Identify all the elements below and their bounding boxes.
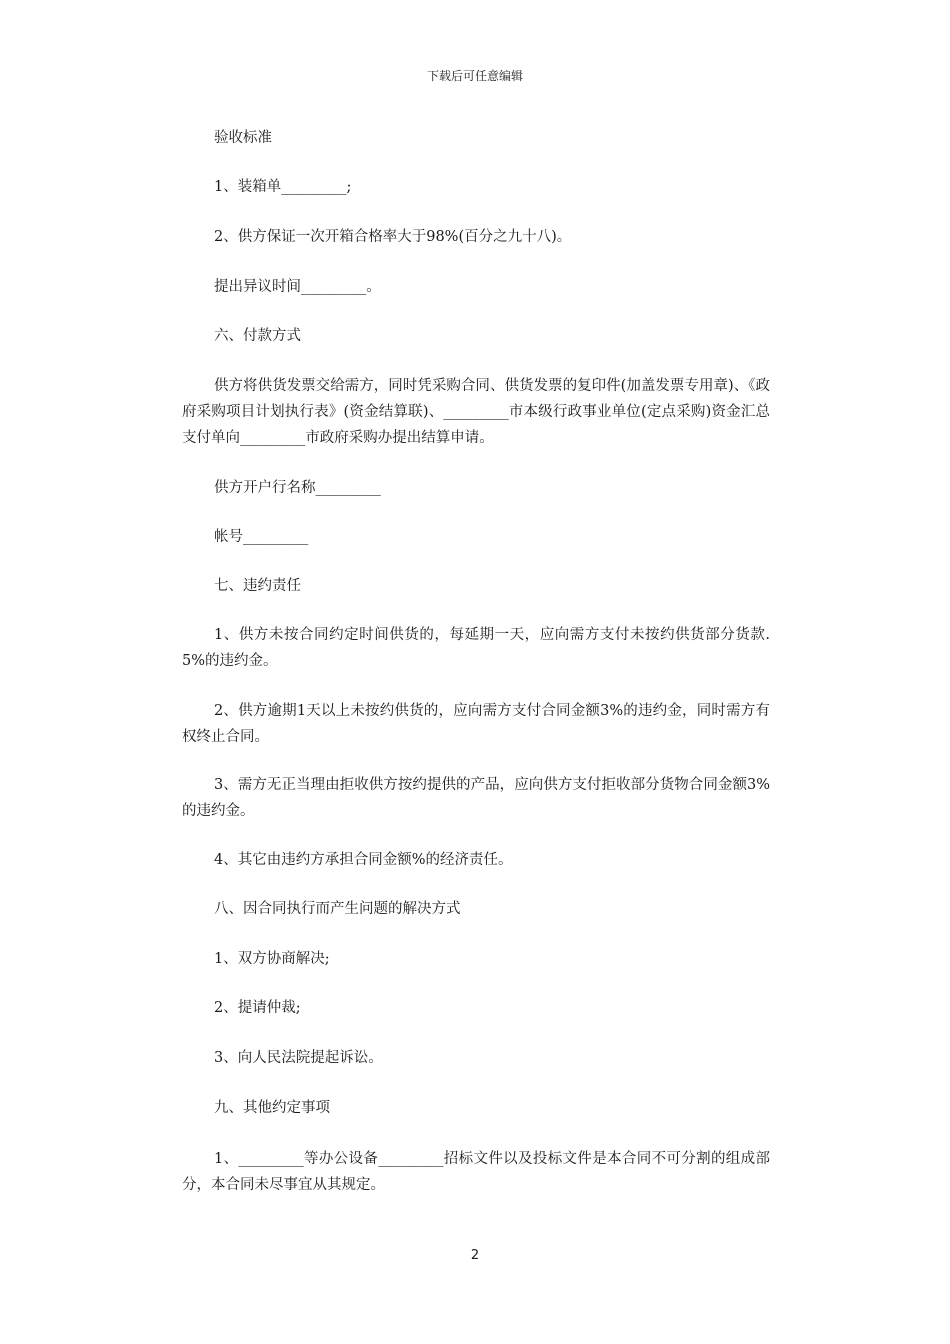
paragraph-dispute-2: 2、提请仲裁; — [214, 1000, 301, 1016]
section-heading-payment: 六、付款方式 — [214, 328, 301, 344]
paragraph-objection-time: 提出异议时间_________。 — [214, 279, 381, 295]
section-heading-other: 九、其他约定事项 — [214, 1100, 330, 1116]
paragraph-payment-terms: 供方将供货发票交给需方，同时凭采购合同、供货发票的复印件(加盖发票专用章)、《政府采购项目计划执行表》(资金结算联)、_________市本级行政事业单位(定点采购)资金汇总支付单向_________市政府采购办提出结算申请。 — [182, 378, 770, 446]
paragraph-liability-4: 4、其它由违约方承担合同金额%的经济责任。 — [214, 852, 513, 868]
page-header: 下载后可任意编辑 — [426, 69, 523, 83]
paragraph-liability-3: 3、需方无正当理由拒收供方按约提供的产品，应向供方支付拒收部分货物合同金额3%的违约金。 — [182, 777, 770, 819]
paragraph-packing-list: 1、装箱单_________; — [214, 179, 352, 195]
paragraph-liability-2: 2、供方逾期1天以上未按约供货的，应向需方支付合同金额3%的违约金，同时需方有权终止合同。 — [182, 703, 770, 745]
paragraph-dispute-3: 3、向人民法院提起诉讼。 — [214, 1050, 383, 1066]
paragraph-account-number: 帐号_________ — [214, 529, 309, 545]
paragraph-acceptance-standard: 验收标准 — [214, 130, 272, 146]
paragraph-bank-name: 供方开户行名称_________ — [214, 480, 381, 496]
section-heading-dispute: 八、因合同执行而产生问题的解决方式 — [214, 901, 461, 917]
paragraph-other-1: 1、_________等办公设备_________招标文件以及投标文件是本合同不可分割的组成部分，本合同未尽事宜从其规定。 — [182, 1151, 770, 1193]
section-heading-liability: 七、违约责任 — [214, 578, 301, 594]
paragraph-dispute-1: 1、双方协商解决; — [214, 951, 330, 967]
paragraph-pass-rate: 2、供方保证一次开箱合格率大于98%(百分之九十八)。 — [214, 229, 572, 245]
paragraph-liability-1: 1、供方未按合同约定时间供货的，每延期一天，应向需方支付未按约供货部分货款.5%的违约金。 — [182, 627, 770, 669]
page-number: 2 — [470, 1248, 480, 1263]
